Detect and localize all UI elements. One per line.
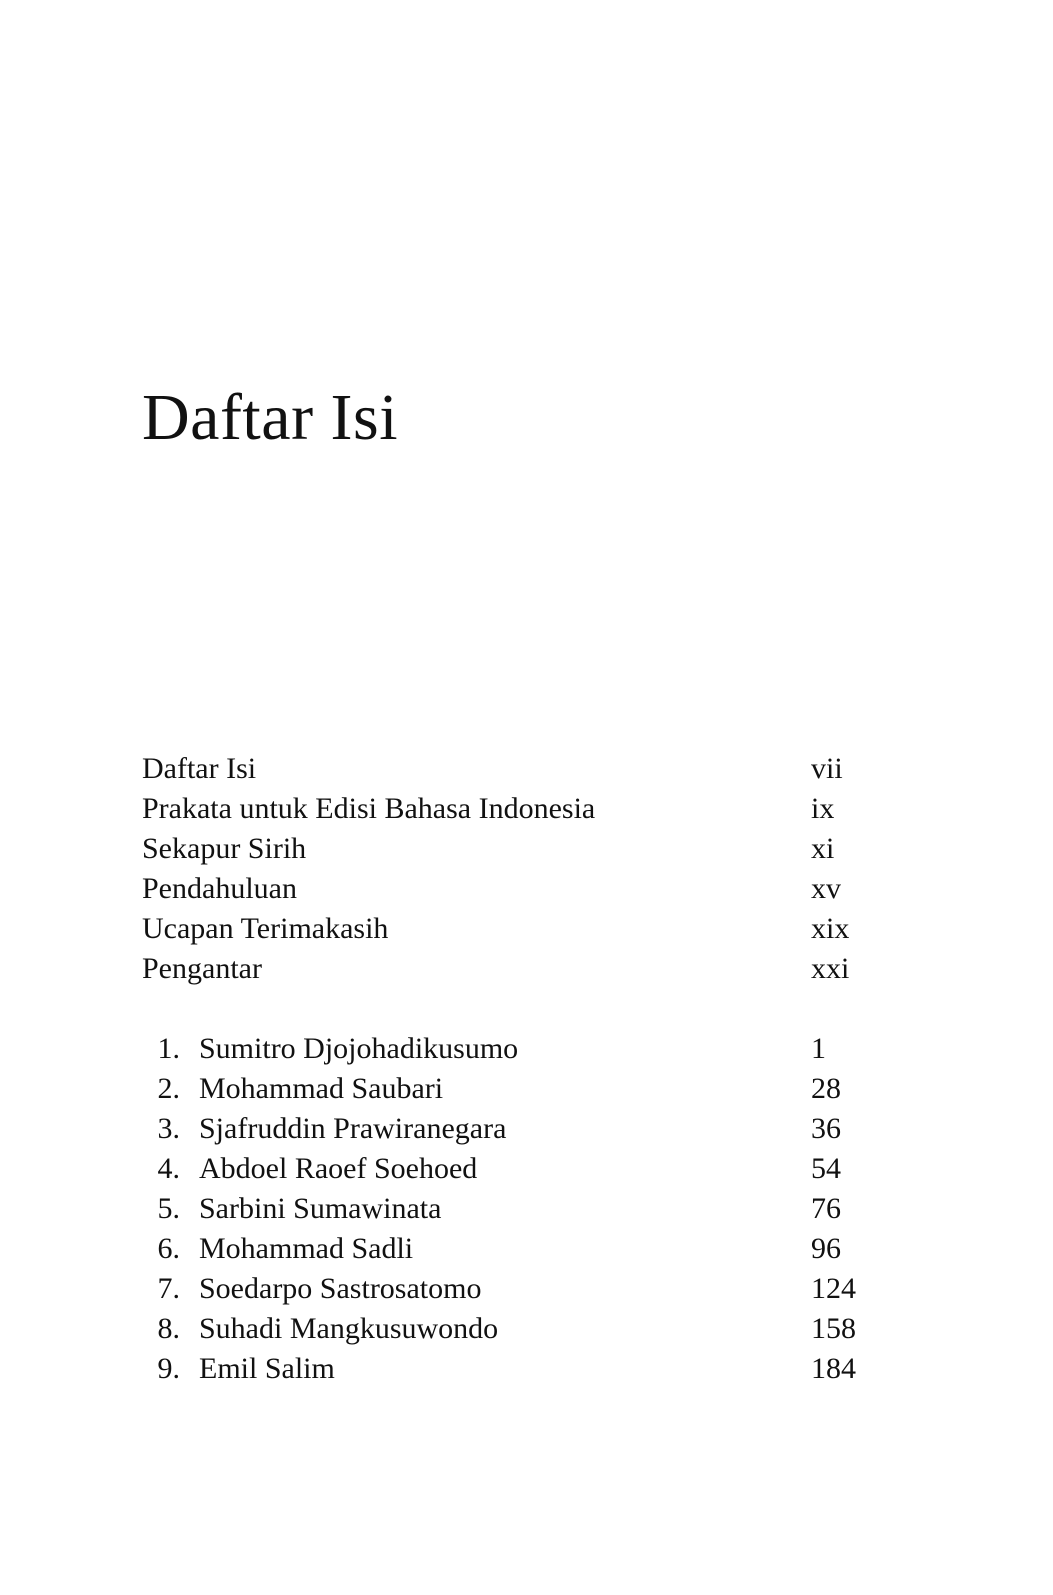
chapter-title: Sjafruddin Prawiranegara [199, 1112, 507, 1145]
toc-entry-label: Sekapur Sirih [142, 832, 307, 865]
table-of-contents [0, 749, 1053, 1389]
toc-entry-page: ix [811, 792, 835, 825]
chapter-page: 36 [811, 1112, 841, 1145]
toc-entry-page: xix [811, 912, 850, 945]
chapter-page: 184 [811, 1352, 856, 1385]
chapter-page: 1 [811, 1032, 826, 1065]
toc-entry-label: Daftar Isi [142, 752, 257, 785]
page-title: Daftar Isi [142, 381, 399, 454]
toc-entry-page: vii [811, 752, 843, 785]
toc-entry-label: Pendahuluan [142, 872, 297, 905]
toc-entry-page: xi [811, 832, 835, 865]
toc-chapter-2[interactable] [0, 1069, 1053, 1109]
chapter-page: 96 [811, 1232, 841, 1265]
toc-entry-label: Ucapan Terimakasih [142, 912, 389, 945]
toc-entry-pengantar[interactable] [0, 949, 1053, 989]
chapter-page: 158 [811, 1312, 856, 1345]
chapter-title: Sarbini Sumawinata [199, 1192, 442, 1225]
toc-chapter-9[interactable] [0, 1349, 1053, 1389]
chapter-number: 2. [157, 1072, 180, 1105]
toc-entry-pendahuluan[interactable] [0, 869, 1053, 909]
toc-chapter-5[interactable] [0, 1189, 1053, 1229]
chapter-title: Mohammad Saubari [199, 1072, 444, 1105]
chapter-title: Emil Salim [199, 1352, 335, 1385]
chapter-page: 28 [811, 1072, 841, 1105]
chapter-number: 4. [157, 1152, 180, 1185]
toc-entry-daftar-isi[interactable] [0, 749, 1053, 789]
chapter-number: 9. [157, 1352, 180, 1385]
toc-entry-page: xxi [811, 952, 850, 985]
chapter-page: 54 [811, 1152, 841, 1185]
chapter-title: Suhadi Mangkusuwondo [199, 1312, 499, 1345]
toc-entry-prakata[interactable] [0, 789, 1053, 829]
chapter-number: 1. [157, 1032, 180, 1065]
toc-entry-label: Pengantar [142, 952, 262, 985]
chapter-title: Mohammad Sadli [199, 1232, 414, 1265]
toc-chapter-6[interactable] [0, 1229, 1053, 1269]
toc-chapter-1[interactable] [0, 1029, 1053, 1069]
toc-chapter-8[interactable] [0, 1309, 1053, 1349]
chapter-title: Soedarpo Sastrosatomo [199, 1272, 482, 1305]
toc-chapter-3[interactable] [0, 1109, 1053, 1149]
toc-chapter-7[interactable] [0, 1269, 1053, 1309]
section-spacer [0, 989, 1053, 1029]
chapter-number: 8. [157, 1312, 180, 1345]
toc-entry-ucapan-terimakasih[interactable] [0, 909, 1053, 949]
chapter-number: 5. [157, 1192, 180, 1225]
toc-entry-label: Prakata untuk Edisi Bahasa Indonesia [142, 792, 596, 825]
toc-chapter-4[interactable] [0, 1149, 1053, 1189]
chapter-number: 7. [157, 1272, 180, 1305]
chapter-number: 6. [157, 1232, 180, 1265]
toc-entry-page: xv [811, 872, 841, 905]
chapter-page: 76 [811, 1192, 841, 1225]
toc-entry-sekapur-sirih[interactable] [0, 829, 1053, 869]
chapter-title: Sumitro Djojohadikusumo [199, 1032, 519, 1065]
chapter-page: 124 [811, 1272, 856, 1305]
chapter-title: Abdoel Raoef Soehoed [199, 1152, 478, 1185]
chapter-number: 3. [157, 1112, 180, 1145]
